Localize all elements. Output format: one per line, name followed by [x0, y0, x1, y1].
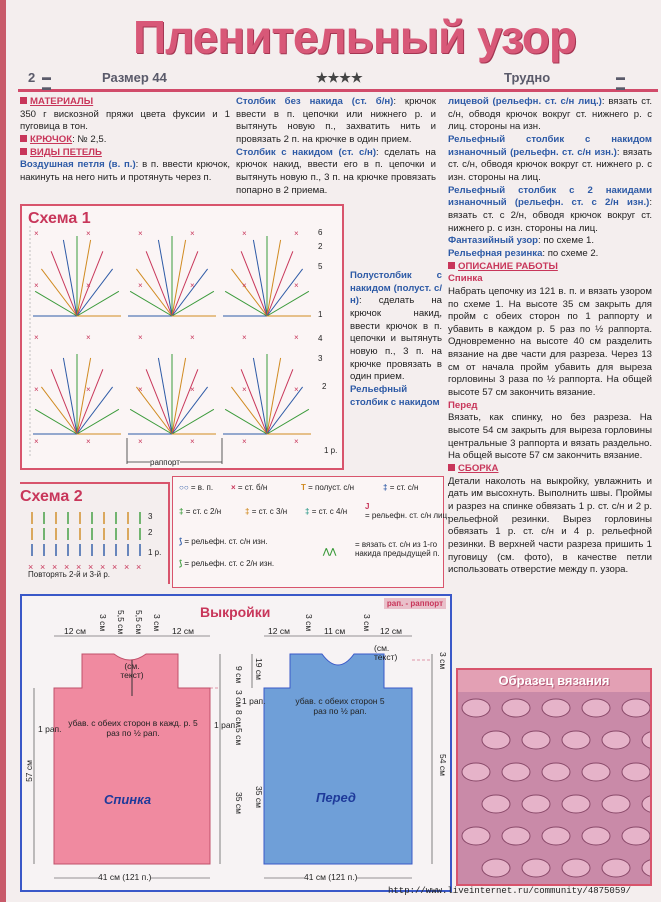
fan-stitch: [267, 251, 293, 316]
sc-mark: ×: [138, 437, 143, 446]
lace-motif: [462, 699, 490, 717]
fan-stitch: [158, 240, 172, 316]
lace-motif: [562, 731, 590, 749]
hdc-text: : сделать на крючок накид, ввести крючок в п. цепочки и вытянуть новую п., 3 п. на крючке провязать в один прием.: [350, 295, 442, 383]
sc-mark: ×: [294, 281, 299, 290]
fan-icon: ⋀⋀: [323, 547, 337, 556]
dc-text: : сделать на крючок накид, ввести его в п. цепочки и вытянуть новую п., 3 п. на крючке провязать попарно в 2 приема.: [236, 146, 436, 196]
size-label: Размер 44: [102, 70, 167, 85]
fan-stitch: [51, 369, 77, 434]
fan-stitch: [146, 251, 172, 316]
sc-mark: ×: [86, 437, 91, 446]
lace-motif: [482, 731, 510, 749]
lace-motif: [502, 699, 530, 717]
lace-motif: [602, 795, 630, 813]
rib-sc-mark: ×: [124, 562, 130, 572]
materials-heading: МАТЕРИАЛЫ: [30, 96, 94, 107]
fan-stitch: [77, 387, 113, 434]
difficulty-stars: ★★★★: [316, 70, 363, 85]
relief-front-term: лицевой (рельефн. ст. с/н лиц.): [448, 96, 602, 107]
lace-motif: [622, 699, 650, 717]
sc-mark: ×: [242, 385, 247, 394]
back-dim-3: 5,5 см: [116, 610, 126, 635]
front-dim-3: 11 см: [324, 626, 346, 636]
front-dim-5: 12 см: [380, 626, 402, 636]
sc-mark: ×: [86, 229, 91, 238]
fan-stitch: [63, 240, 77, 316]
lace-motif: [582, 763, 610, 781]
lace-motif: [622, 827, 650, 845]
middle-column-lower: [350, 270, 442, 409]
fancy-term: Фантазийный узор: [448, 235, 539, 247]
sample-photo: [458, 692, 650, 884]
dc-term: Столбик с накидом (ст. с/н): [236, 146, 377, 158]
lace-motif: [622, 763, 650, 781]
fan-stitch: [136, 387, 172, 434]
fan-stitch: [172, 291, 214, 316]
front-width: 41 см (121 п.): [304, 872, 358, 882]
rib-term: Рельефная резинка: [448, 247, 543, 259]
front-rap-left: 1 рап.: [242, 696, 266, 706]
fan-stitch: [35, 409, 77, 434]
legend-hdc: = полуст. с/н: [308, 483, 355, 492]
fan-stitch: [172, 240, 186, 316]
row-label-2: 2: [322, 382, 327, 391]
fan-stitch: [267, 291, 309, 316]
rapport-label: раппорт: [150, 458, 180, 467]
s2-row-2: 2: [148, 528, 153, 537]
stitch-count-1: 1: [318, 310, 323, 319]
front-dim-1: 12 см: [268, 626, 290, 636]
legend-fan: = вязать ст. с/н из 1-го накида предыдущей п.: [355, 540, 440, 558]
fan-stitch: [267, 358, 281, 434]
row-label-4: 4: [318, 334, 323, 343]
lace-motif: [522, 795, 550, 813]
rib-sc-mark: ×: [136, 562, 142, 572]
front-heading: Перед: [448, 399, 478, 411]
sc-mark: ×: [34, 437, 39, 446]
sc-mark: ×: [190, 229, 195, 238]
sc-mark: ×: [138, 229, 143, 238]
back-total-height: 57 см: [24, 760, 34, 782]
legend-relief2: = рельефн. ст. с 2/н изн.: [184, 559, 275, 568]
back-see-text: (см. текст): [120, 661, 144, 681]
row-label-1: 1 р.: [324, 446, 338, 455]
rib-sc-mark: ×: [64, 562, 70, 572]
lace-motif: [542, 827, 570, 845]
fan-stitch: [267, 240, 281, 316]
fan-stitch: [172, 369, 198, 434]
difficulty-dots-icon-right: ▬ ▬: [616, 72, 625, 92]
legend-tr: = ст. с 2/н: [185, 507, 222, 516]
sc-mark: ×: [86, 333, 91, 342]
sc-mark: ×: [34, 281, 39, 290]
back-dim-6: 12 см: [172, 626, 194, 636]
scheme-2: [20, 482, 170, 584]
fan-stitch: [51, 251, 77, 316]
legend-relief-front: = рельефн. ст. с/н лиц.: [365, 510, 450, 520]
fan-stitch: [267, 369, 293, 434]
sc-mark: ×: [138, 281, 143, 290]
relief2-text: : вязать ст. с 2/н, обводя крючок вокруг ст. нижнего р. с изн. стороны на лиц.: [448, 197, 652, 234]
back-decrease-note: убав. с обеих сторон в кажд. р. 5 раз по ½ рап.: [68, 718, 198, 739]
back-rap-right: 1 рап.: [214, 720, 238, 730]
lace-motif: [482, 795, 510, 813]
sc-mark: ×: [190, 437, 195, 446]
fancy-text: : по схеме 1.: [538, 235, 594, 247]
back-side-dim-5: 35 см: [234, 792, 244, 814]
fan-stitch: [35, 291, 77, 316]
back-side-dim-1: 9 см: [234, 666, 244, 684]
sc-mark: ×: [34, 333, 39, 342]
right-column: [448, 96, 652, 577]
sc-mark: ×: [242, 437, 247, 446]
fan-stitch: [253, 358, 267, 434]
sc-mark: ×: [294, 437, 299, 446]
difficulty-label: Трудно: [504, 70, 551, 85]
rib-sc-mark: ×: [88, 562, 94, 572]
fan-stitch: [172, 269, 208, 316]
back-name: Спинка: [104, 792, 152, 807]
fan-stitch: [136, 269, 172, 316]
lace-motif: [542, 763, 570, 781]
hook-text: : № 2,5.: [72, 133, 107, 145]
stitch-count-2: 2: [318, 242, 323, 251]
fan-stitch: [231, 269, 267, 316]
materials-text: 350 г вискозной пряжи цвета фуксии и 1 пуговица в тон.: [20, 108, 230, 133]
lace-motif: [482, 859, 510, 877]
difficulty-dots-icon: ▬ ▬: [42, 72, 51, 92]
front-text: Вязать, как спинку, но без разреза. На высоте 54 см закрыть для выреза горловины центральные 3 раппорта и вязать раздельно. На общей высоте 57 см закончить вязание.: [448, 412, 652, 462]
back-dim-2: 3 см: [98, 614, 108, 632]
legend-relief-back: = рельефн. ст. с/н изн.: [184, 537, 268, 546]
front-side-dim-2: 19 см: [254, 658, 264, 680]
front-dim-4: 3 см: [362, 614, 372, 632]
fan-stitch: [231, 387, 267, 434]
fan-stitch: [130, 291, 172, 316]
legend-dc: = ст. с/н: [389, 483, 419, 492]
rib-sc-mark: ×: [40, 562, 46, 572]
back-text: Набрать цепочку из 121 в. п. и вязать узором по схеме 1. На высоте 35 см закрыть для пройм с обеих сторон по 1 раппорту и убавить в каждом р. 5 раз по ½ раппорта. Одновременно на высоте 40 см разделить вязание на две части для разреза. Через 13 см от начала пройм убавить для выреза горловины 3 раза по ½ раппорта. На общей высоте 57 см закончить вязание.: [448, 285, 652, 399]
back-side-dim-3: 8 см: [234, 710, 244, 728]
front-name: Перед: [316, 790, 356, 805]
back-rap-left: 1 рап.: [38, 724, 62, 734]
fan-stitch: [77, 358, 91, 434]
sc-mark: ×: [294, 229, 299, 238]
fan-stitch: [77, 240, 91, 316]
relief2-term: Рельефный столбик с 2 накидами изнаночный (рельефн. ст. с 2/н изн.): [448, 184, 652, 209]
page-title: Пленительный узор: [133, 11, 576, 63]
sc-mark: ×: [190, 281, 195, 290]
row-label-6: 6: [318, 228, 323, 237]
sc-mark: ×: [190, 385, 195, 394]
back-width: 41 см (121 п.): [98, 872, 152, 882]
legend-sc: = ст. б/н: [237, 483, 268, 492]
sc-mark: ×: [190, 333, 195, 342]
lace-motif: [462, 763, 490, 781]
lace-motif: [502, 827, 530, 845]
lace-motif: [462, 827, 490, 845]
lace-motif: [582, 699, 610, 717]
fan-stitch: [267, 409, 309, 434]
lace-motif: [562, 859, 590, 877]
relief-term: Рельефный столбик с накидом: [350, 383, 440, 408]
fan-stitch: [172, 358, 186, 434]
back-dim-5: 3 см: [152, 614, 162, 632]
fan-stitch: [267, 387, 303, 434]
fan-stitch: [41, 387, 77, 434]
row-label-3: 3: [318, 354, 323, 363]
fan-stitch: [241, 369, 267, 434]
page-header: [18, 4, 658, 92]
legend-dtr: = ст. с 3/н: [251, 507, 288, 516]
scheme-2-diagram: [26, 508, 156, 578]
sc-mark: ×: [294, 385, 299, 394]
lace-motif: [502, 763, 530, 781]
sc-mark: ×: [138, 333, 143, 342]
s2-row-3: 3: [148, 512, 153, 521]
lace-motif: [602, 731, 630, 749]
front-decrease-note: убав. с обеих сторон 5 раз по ½ рап.: [295, 696, 385, 717]
front-dim-2: 3 см: [304, 614, 314, 632]
sc-mark: ×: [294, 333, 299, 342]
back-dim-1: 12 см: [64, 626, 86, 636]
row-label-5: 5: [318, 262, 323, 271]
loops-heading: ВИДЫ ПЕТЕЛЬ: [30, 146, 102, 158]
page-number: 2: [28, 70, 36, 85]
rib-sc-mark: ×: [100, 562, 106, 572]
rib-sc-mark: ×: [52, 562, 58, 572]
back-side-dim-2: 3 см: [234, 690, 244, 708]
sc-term: Столбик без накида (ст. б/н): [236, 96, 394, 107]
patterns-title: Выкройки: [200, 604, 271, 620]
sc-mark: ×: [34, 385, 39, 394]
lace-motif: [522, 731, 550, 749]
sc-mark: ×: [34, 229, 39, 238]
hdc-term: Полустолбик с накидом (полуст. с/н): [350, 270, 442, 307]
relief-front-text: : вязать ст. с/н, обводя крючок вокруг ст. нижнего р. с лиц. стороны на изн.: [448, 96, 652, 133]
lace-motif: [542, 699, 570, 717]
assembly-text: Детали наколоть на выкройку, увлажнить и дать им высохнуть. Выполнить швы. Проймы и разрез на спинке обвязать 1 р. ст. с/н и 2 р. рельефной резинки. Вырез горловины обвязать 1 р. ст. с/н и 4 р. рельефной резинки. В верхней части разреза пришить 1 пуговицу (см. фото), в качестве петли использовать отверстие между п. узора.: [448, 475, 652, 576]
front-side-dim-3: 35 см: [254, 786, 264, 808]
front-total-height: 54 см: [438, 754, 448, 776]
fan-stitch: [225, 409, 267, 434]
scheme-1: [20, 204, 344, 470]
s2-note: Повторять 2-й и 3-й р.: [28, 570, 111, 579]
legend-chain: = в. п.: [190, 483, 214, 492]
s2-row-1: 1 р.: [148, 548, 162, 557]
chain-text: : в п. ввести крючок, накинуть на него нить и протянуть через п.: [20, 159, 230, 183]
fan-stitch: [225, 291, 267, 316]
fan-stitch: [172, 387, 208, 434]
rapport-note: рап. - раппорт: [384, 598, 446, 609]
sc-mark: ×: [242, 229, 247, 238]
back-side-dim-4: 5 см: [234, 728, 244, 746]
rib-sc-mark: ×: [28, 562, 34, 572]
fan-stitch: [41, 269, 77, 316]
lace-motif: [562, 795, 590, 813]
sample-title: Образец вязания: [458, 670, 650, 692]
hook-heading: КРЮЧОК: [30, 133, 73, 145]
fan-stitch: [77, 291, 119, 316]
fan-stitch: [267, 269, 303, 316]
relief-back-text: : вязать ст. с/н, обводя крючок вокруг ст. нижнего р. с изн. стороны на лиц.: [448, 146, 652, 183]
rib-sc-mark: ×: [112, 562, 118, 572]
left-column: [20, 96, 230, 185]
sc-text: : крючок ввести в п. цепочки или нижнего р. и вытянуть новую п., захватить нить и провязать 2 п. на крючке в один прием.: [236, 96, 436, 145]
relief-back-term: Рельефный столбик с накидом изнаночный (рельефн. ст. с/н изн.): [448, 133, 652, 158]
fan-stitch: [172, 409, 214, 434]
lace-motif: [522, 859, 550, 877]
fan-stitch: [77, 369, 103, 434]
sc-mark: ×: [138, 385, 143, 394]
scheme-1-diagram: [22, 206, 342, 468]
rib-sc-mark: ×: [76, 562, 82, 572]
sc-mark: ×: [242, 281, 247, 290]
fan-stitch: [77, 269, 113, 316]
back-dim-4: 5,5 см: [134, 610, 144, 635]
back-heading: Спинка: [448, 273, 483, 285]
scheme-2-title: Схема 2: [20, 488, 83, 505]
fan-stitch: [146, 369, 172, 434]
fan-stitch: [253, 240, 267, 316]
lace-motif: [602, 859, 630, 877]
symbol-legend: ○○ = в. п. × = ст. б/н T = полуст. с/н ‡ = ст. с/н ‡ = ст. с 2/н ‡ = ст. с 3/н ‡ = ст. с 4/н J = рельефн. ст. с/н лиц. ⟆ = рельефн. ст. с/н изн. ⟆ = рельефн. ст. с 2/н изн. ⋀⋀ = вязать ст. с/н из 1-го накида предыдущей п.: [172, 476, 444, 588]
assembly-heading: СБОРКА: [458, 463, 499, 475]
sc-mark: ×: [242, 333, 247, 342]
rib-text: : по схеме 2.: [542, 247, 599, 259]
lace-motif: [582, 827, 610, 845]
front-pattern-shape: [264, 654, 412, 864]
footer-url: http://www.liveinternet.ru/community/4875059/: [388, 886, 632, 896]
front-see-text: (см. текст): [374, 643, 398, 663]
middle-column: [236, 96, 436, 197]
scheme-1-title: Схема 1: [28, 210, 91, 227]
front-side-dim-1: 3 см: [438, 652, 448, 670]
knitting-sample: [456, 668, 652, 886]
chain-term: Воздушная петля (в. п.): [20, 159, 136, 171]
fan-stitch: [77, 409, 119, 434]
fan-stitch: [63, 358, 77, 434]
legend-tr4: = ст. с 4/н: [311, 507, 348, 516]
work-heading: ОПИСАНИЕ РАБОТЫ: [458, 260, 558, 272]
fan-stitch: [130, 409, 172, 434]
patterns-panel: [20, 594, 452, 892]
sc-mark: ×: [86, 385, 91, 394]
fan-stitch: [158, 358, 172, 434]
sc-mark: ×: [86, 281, 91, 290]
